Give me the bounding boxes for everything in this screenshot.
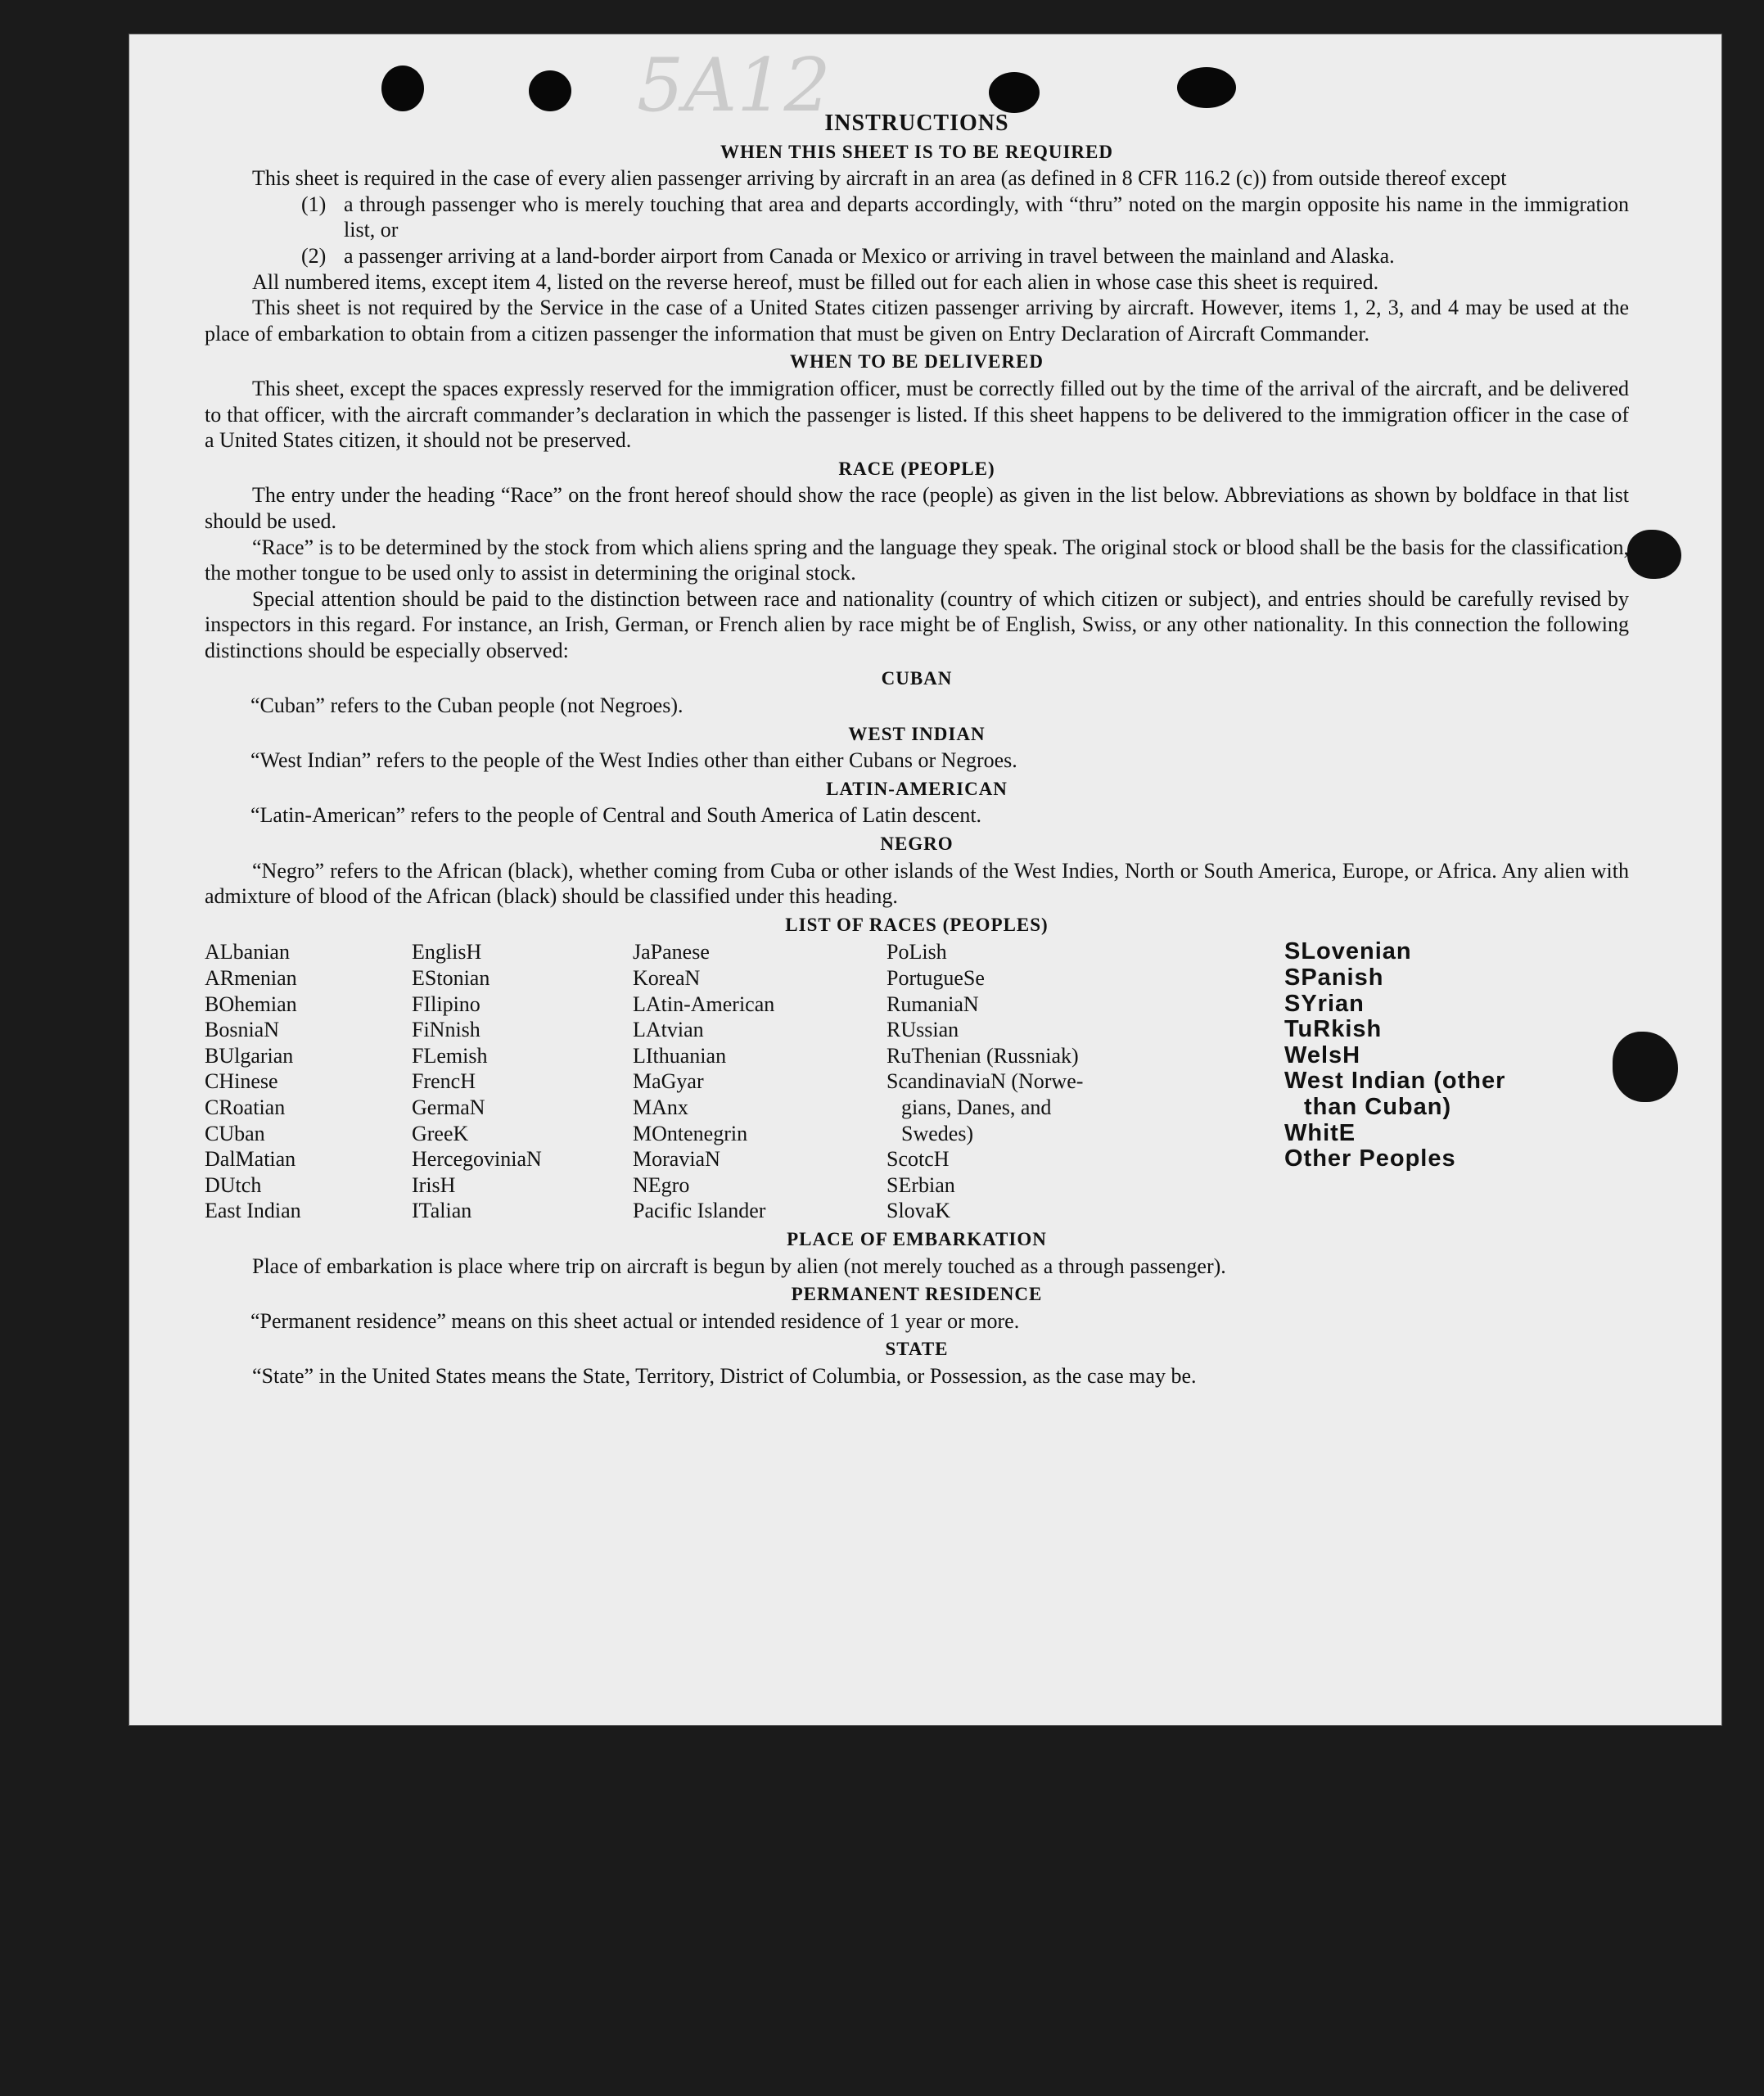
race-entry: RumaniaN [887, 992, 979, 1016]
definition: “West Indian” refers to the people of the West Indies other than either Cubans or Negroes. [250, 748, 1017, 773]
race-entry: ALbanian [205, 940, 290, 964]
paragraph: “Race” is to be determined by the stock from which aliens spring and the language they speak. The original stock or blood shall be the basis for the classification, the mother tongue to be used only to assist in determining the original stock. [205, 535, 1629, 585]
race-entry: ScandinaviaN (Norwe- [887, 1069, 1084, 1094]
race-entry: MAnx [633, 1095, 688, 1119]
race-entry: WelsH [1284, 1041, 1361, 1068]
race-entry: gians, Danes, and [901, 1095, 1052, 1119]
race-entry: JaPanese [633, 940, 710, 964]
race-entry: GreeK [412, 1121, 469, 1145]
race-entry: KoreaN [633, 966, 701, 990]
section-heading: PLACE OF EMBARKATION [787, 1228, 1047, 1249]
race-entry: East Indian [205, 1199, 301, 1223]
race-entry: EnglisH [412, 940, 482, 964]
race-entry: ScotcH [887, 1147, 950, 1172]
section-heading: LATIN-AMERICAN [826, 778, 1008, 799]
section-heading: WHEN THIS SHEET IS TO BE REQUIRED [720, 141, 1113, 162]
punch-hole [989, 72, 1040, 113]
races-list [205, 939, 1629, 1224]
item-text: a through passenger who is merely touching that area and departs accordingly, with “thru” noted on the margin opposite his name in the immigration list, or [344, 192, 1629, 242]
definition: “Permanent residence” means on this sheet actual or intended residence of 1 year or more. [250, 1308, 1020, 1333]
race-entry: WhitE [1284, 1119, 1356, 1146]
instructions-body [205, 108, 1629, 1389]
races-column [412, 939, 633, 1224]
punch-hole [381, 66, 424, 111]
punch-hole [1177, 67, 1236, 108]
race-entry: LAtvian [633, 1018, 704, 1042]
race-entry: ITalian [412, 1199, 472, 1223]
section-heading: LIST OF RACES (PEOPLES) [785, 914, 1049, 935]
race-entry: IrisH [412, 1172, 456, 1197]
race-entry: FIlipino [412, 992, 480, 1016]
race-entry: Pacific Islander [633, 1199, 766, 1223]
section-heading: WEST INDIAN [848, 723, 986, 744]
paragraph: The entry under the heading “Race” on the front hereof should show the race (people) as given in the list below. Abbreviations as shown by boldface in that list should be used. [205, 483, 1629, 533]
race-entry: BOhemian [205, 992, 297, 1016]
race-entry: ARmenian [205, 966, 297, 990]
race-entry: GermaN [412, 1095, 485, 1119]
races-column [887, 939, 1284, 1224]
item-number: (1) [301, 192, 327, 216]
races-column [633, 939, 887, 1224]
list-item [301, 243, 1629, 269]
race-entry: LIthuanian [633, 1043, 727, 1068]
race-entry: RuThenian (Russniak) [887, 1043, 1079, 1068]
race-entry: CHinese [205, 1069, 278, 1094]
race-entry: PortugueSe [887, 966, 985, 990]
page-title: INSTRUCTIONS [824, 111, 1009, 136]
race-entry: Other Peoples [1284, 1145, 1456, 1172]
race-entry: BosniaN [205, 1018, 279, 1042]
race-entry: MaGyar [633, 1069, 704, 1094]
item-text: a passenger arriving at a land-border airport from Canada or Mexico or arriving in travel between the mainland and Alaska. [344, 243, 1395, 268]
race-entry: DUtch [205, 1172, 262, 1197]
section-heading: STATE [885, 1339, 949, 1360]
section-heading: PERMANENT RESIDENCE [791, 1284, 1043, 1305]
race-entry: BUlgarian [205, 1043, 294, 1068]
section-heading: NEGRO [880, 833, 954, 855]
race-entry: FrencH [412, 1069, 476, 1094]
race-entry: SPanish [1284, 964, 1384, 991]
edge-damage [1627, 530, 1681, 579]
definition: “Cuban” refers to the Cuban people (not Negroes). [250, 693, 683, 718]
section-heading: RACE (PEOPLE) [838, 458, 995, 479]
handwritten-stamp: 5A12 [637, 43, 831, 129]
race-entry: DalMatian [205, 1147, 296, 1172]
race-entry: TuRkish [1284, 1016, 1383, 1043]
race-entry: West Indian (other [1284, 1068, 1506, 1095]
section-heading: CUBAN [881, 668, 953, 689]
paragraph: All numbered items, except item 4, listed on the reverse hereof, must be filled out for each alien in whose case this sheet is required. [252, 269, 1379, 294]
paragraph: This sheet, except the spaces expressly reserved for the immigration officer, must be correctly filled out by the time of the arrival of the aircraft, and be delivered to that officer, with the aircraft commander’s declaration in which the passenger is listed. If this sheet happens to be delivered to the immigration officer in the case of a United States citizen, it should not be preserved. [205, 376, 1629, 453]
races-column [205, 939, 412, 1224]
race-entry: SYrian [1284, 990, 1365, 1017]
race-entry: LAtin-American [633, 992, 775, 1016]
race-entry: MoraviaN [633, 1147, 720, 1172]
race-entry: NEgro [633, 1172, 690, 1197]
races-column [1284, 939, 1505, 1224]
item-number: (2) [301, 243, 327, 268]
race-entry: SLovenian [1284, 938, 1412, 965]
race-entry: RUssian [887, 1018, 959, 1042]
paragraph: Special attention should be paid to the distinction between race and nationality (country of which citizen or subject), and entries should be carefully revised by inspectors in this regard. For instance, an Irish, German, or French alien by race might be of English, Swiss, or any other nationality. In this connection the following distinctions should be especially observed: [205, 586, 1629, 662]
race-entry: HercegoviniaN [412, 1147, 542, 1172]
race-entry: SErbian [887, 1172, 955, 1197]
list-item [301, 192, 1629, 243]
definition: “State” in the United States means the State, Territory, District of Columbia, or Possession, as the case may be. [252, 1363, 1197, 1388]
race-entry: EStonian [412, 966, 490, 990]
race-entry: CRoatian [205, 1095, 286, 1119]
document-sheet [129, 34, 1721, 1725]
race-entry: MOntenegrin [633, 1121, 748, 1145]
definition: “Negro” refers to the African (black), whether coming from Cuba or other islands of the West Indies, North or South America, Europe, or Africa. Any alien with admixture of blood of the African (black) should be classified under this heading. [205, 858, 1629, 909]
punch-hole [529, 70, 571, 111]
race-entry: CUban [205, 1121, 265, 1145]
definition: “Latin-American” refers to the people of Central and South America of Latin descent. [250, 803, 982, 828]
definition: Place of embarkation is place where trip on aircraft is begun by alien (not merely touched as a through passenger). [252, 1254, 1226, 1278]
race-entry: Swedes) [901, 1121, 974, 1145]
paragraph: This sheet is required in the case of every alien passenger arriving by aircraft in an area (as defined in 8 CFR 116.2 (c)) from outside thereof except [252, 166, 1507, 191]
race-entry: than Cuban) [1304, 1093, 1452, 1120]
race-entry: FiNnish [412, 1018, 480, 1042]
race-entry: FLemish [412, 1043, 488, 1068]
race-entry: PoLish [887, 940, 947, 964]
section-heading: WHEN TO BE DELIVERED [790, 351, 1044, 373]
paragraph: This sheet is not required by the Service in the case of a United States citizen passenger arriving by aircraft. However, items 1, 2, 3, and 4 may be used at the place of embarkation to obtain from a citizen passenger the information that must be given on Entry Declaration of Aircraft Commander. [205, 296, 1629, 346]
race-entry: SlovaK [887, 1199, 950, 1223]
